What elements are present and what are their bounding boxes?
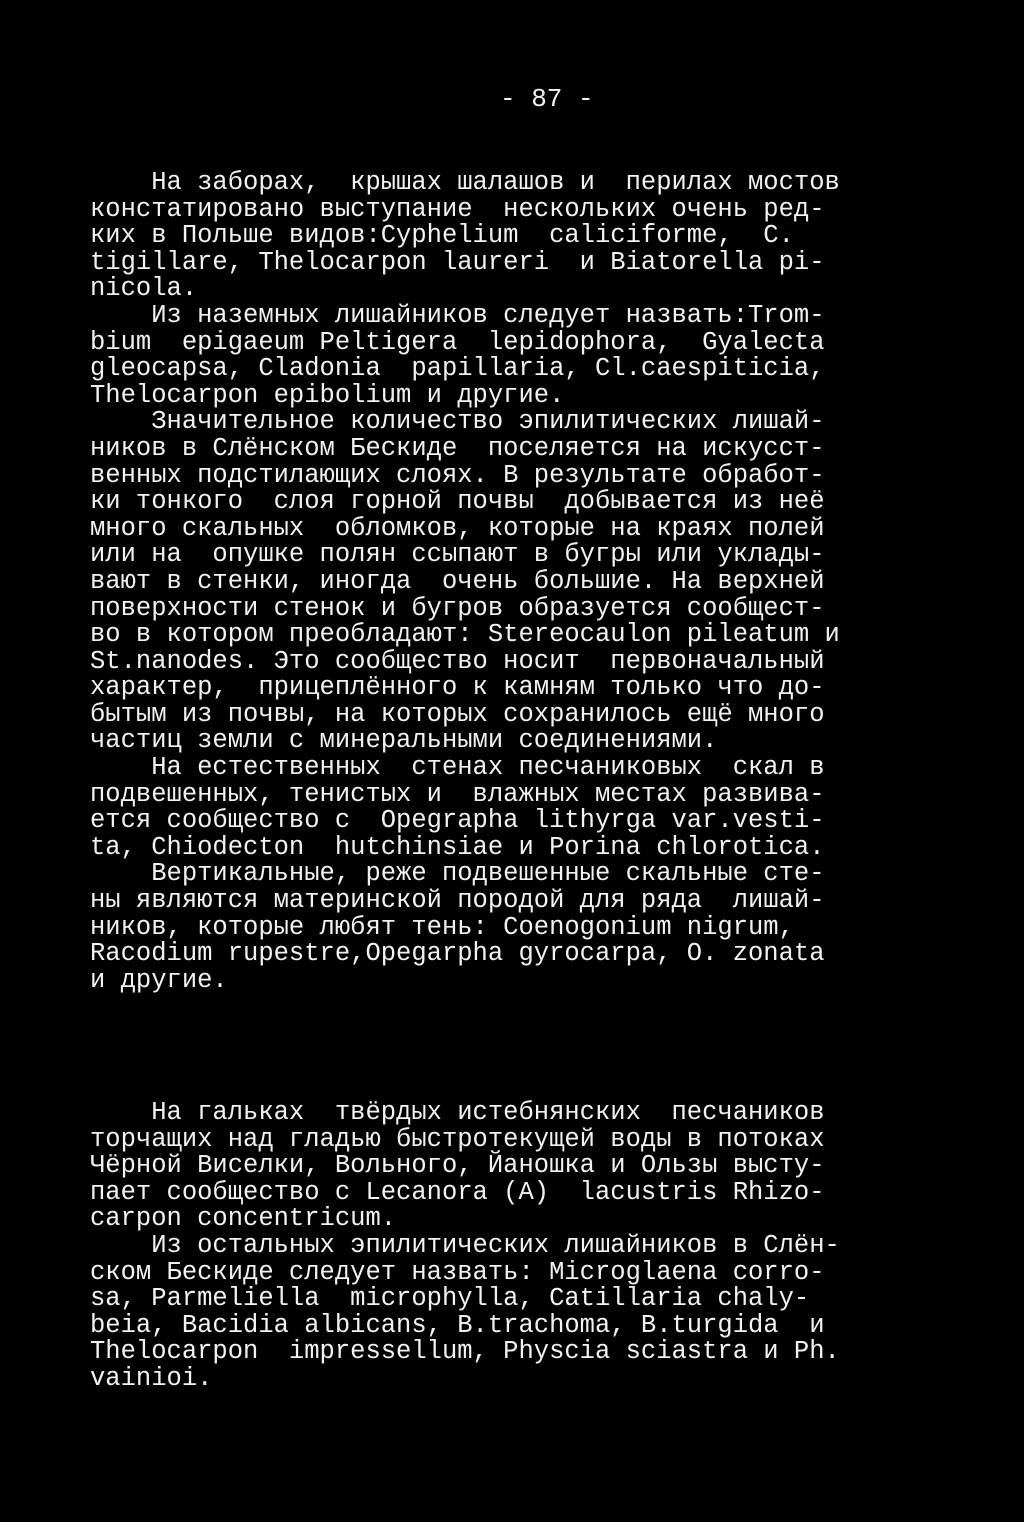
text-section-1 xyxy=(90,170,940,994)
text-line: Значительное количество эпилитических лишай- xyxy=(90,407,825,437)
text-section-2 xyxy=(90,1100,940,1393)
text-line: ников, которые любят тень: Coenogonium nigrum, xyxy=(90,912,794,942)
text-line: На гальках твёрдых истебнянских песчаников xyxy=(90,1098,825,1127)
text-line: характер, прицеплённого к камням только что до- xyxy=(90,673,825,703)
text-line: carpon concentricum. xyxy=(90,1204,397,1234)
text-line: во в котором преобладают: Stereocaulon pileatum и xyxy=(90,620,840,650)
text-line: ников в Слёнском Бескиде поселяется на искусст- xyxy=(90,433,825,463)
text-line: vainioi. xyxy=(90,1363,213,1393)
text-line: bium epigaeum Peltigera lepidophora, Gyalecta xyxy=(90,327,825,357)
text-line: На естественных стенах песчаниковых скал в xyxy=(90,753,825,783)
text-line: St.nanodes. Это сообщество носит первоначальный xyxy=(90,646,825,676)
text-line: tigillare, Thelocarpon laureri и Biatorella pi- xyxy=(90,247,825,277)
text-line: nicola. xyxy=(90,274,198,304)
text-line: подвешенных, тенистых и влажных местах развива- xyxy=(90,779,825,809)
text-line: Вертикальные, реже подвешенные скальные сте- xyxy=(90,859,825,889)
text-line: ны являются материнской породой для ряда лишай- xyxy=(90,886,825,916)
text-line: ких в Польше видов:Cyphelium caliciforme, C. xyxy=(90,221,794,251)
text-line: констатировано выступание нескольких очень ред- xyxy=(90,194,825,224)
text-line: На заборах, крышах шалашов и перилах мостов xyxy=(90,168,840,197)
text-line: ta, Chiodecton hutchinsiae и Porina chlorotica. xyxy=(90,832,825,862)
text-line: вают в стенки, иногда очень большие. На верхней xyxy=(90,566,825,596)
text-line: или на опушке полян ссыпают в бугры или уклады- xyxy=(90,540,825,570)
text-line: ки тонкого слоя горной почвы добывается из неё xyxy=(90,487,825,517)
text-line: венных подстилающих слоях. В результате обработ- xyxy=(90,460,825,490)
text-line: поверхности стенок и бугров образуется сообщест- xyxy=(90,593,825,623)
text-line: sa, Parmeliella microphylla, Catillaria chaly- xyxy=(90,1284,810,1314)
text-line: бытым из почвы, на которых сохранилось ещё много xyxy=(90,699,825,729)
text-line: Thelocarpon impressellum, Physcia sciastra и Ph. xyxy=(90,1337,840,1367)
text-line: Thelocarpon epibolium и другие. xyxy=(90,380,565,410)
text-line: Из наземных лишайников следует назвать:Trom- xyxy=(90,300,825,330)
text-line: пает сообщество с Lecanora (A) lacustris Rhizo- xyxy=(90,1177,825,1207)
text-line: ется сообщество с Opegrapha lithyrga var.vesti- xyxy=(90,806,825,836)
text-line: торчащих над гладью быстротекущей воды в потоках xyxy=(90,1124,825,1154)
text-line: Чёрной Виселки, Вольного, Йаношка и Ользы высту- xyxy=(90,1151,825,1181)
text-line: ском Бескиде следует назвать: Microglaena corro- xyxy=(90,1257,825,1287)
text-line: beia, Bacidia albicans, B.trachoma, B.turgida и xyxy=(90,1310,825,1340)
text-line: частиц земли с минеральными соединениями. xyxy=(90,726,718,756)
text-line: и другие. xyxy=(90,965,228,995)
text-line: много скальных обломков, которые на краях полей xyxy=(90,513,825,543)
text-line: Из остальных эпилитических лишайников в Слён- xyxy=(90,1230,840,1260)
text-line: gleocapsa, Cladonia papillaria, Cl.caespiticia, xyxy=(90,354,825,384)
page-number: - 87 - xyxy=(500,84,594,114)
text-line: Racodium rupestre,Opegarpha gyrocarpa, O. zonata xyxy=(90,939,825,969)
